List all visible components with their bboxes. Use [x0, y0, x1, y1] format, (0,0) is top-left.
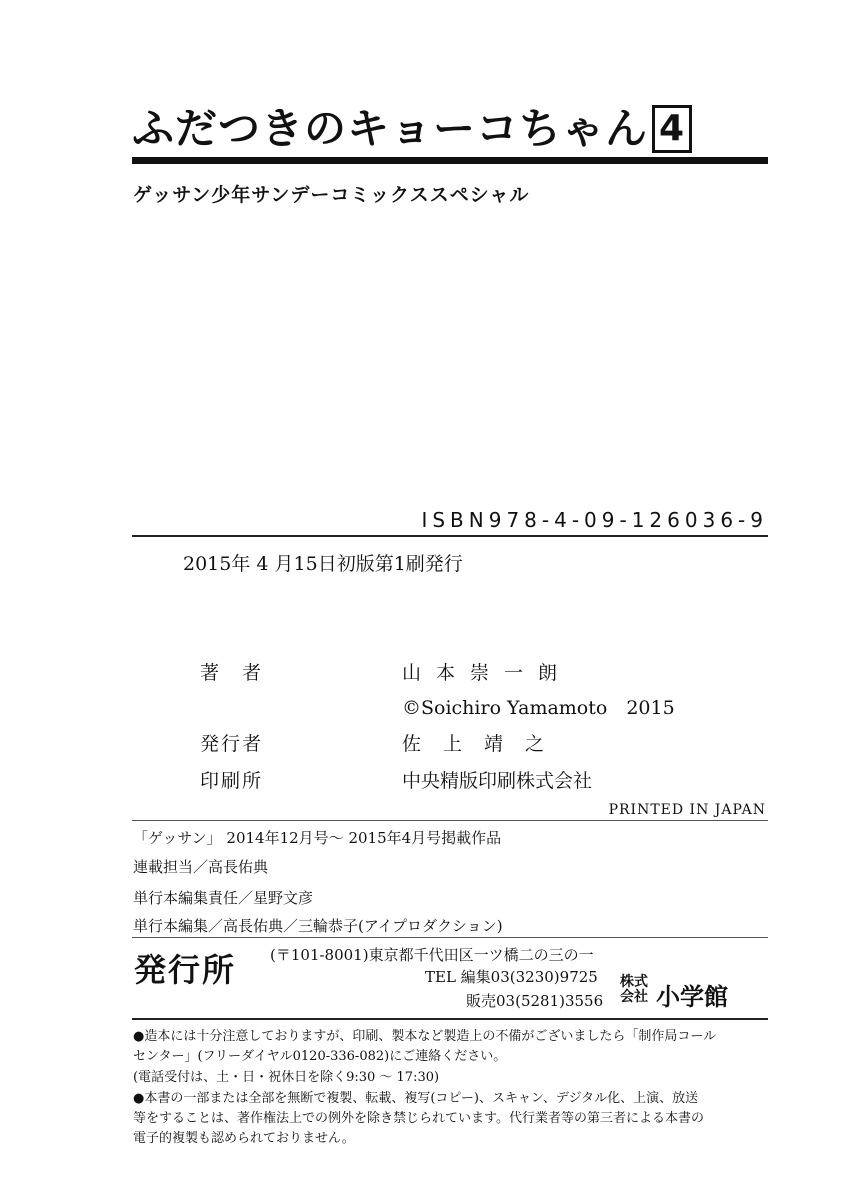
- note-line: 電子的複製も認められておりません。: [133, 1131, 355, 1146]
- printer-name: 中央精版印刷株式会社: [402, 770, 593, 792]
- publisher-rule-top: [132, 937, 768, 938]
- publisher-address: (〒101-8001)東京都千代田区一ツ橋二の三の一: [270, 946, 594, 964]
- notes-rule: [132, 1018, 768, 1020]
- issuer-label: 発行者: [200, 733, 264, 755]
- note-line: ●造本には十分注意しておりますが、印刷、製本など製造上の不備がございましたら「制作局コール: [133, 1029, 717, 1044]
- author-label: 著 者: [200, 662, 264, 684]
- title-rule: [132, 157, 768, 164]
- volume-number: 4: [652, 105, 692, 153]
- tel-editorial: TEL 編集03(3230)9725: [425, 968, 598, 986]
- note-line: 等をすることは、著作権法上での例外を除き禁じられています。代行業者等の第三者による本書の: [133, 1111, 704, 1126]
- tel-sales: 販売03(5281)3556: [466, 992, 604, 1010]
- author-name: 山本崇一朗: [402, 662, 573, 684]
- printer-label: 印刷所: [200, 770, 264, 792]
- kabushiki-line-2: 会社: [620, 989, 648, 1005]
- volume-editors: 単行本編集／高長佑典／三輪恭子(アイプロダクション): [133, 917, 503, 935]
- kabushiki-kaisha: [620, 975, 648, 1005]
- volume-editor-chief: 単行本編集責任／星野文彦: [133, 889, 314, 907]
- note-line: センター」(フリーダイヤル0120-336-082)にご連絡ください。: [133, 1049, 507, 1064]
- isbn: ISBN978-4-09-126036-9: [421, 508, 768, 532]
- serial-editor: 連載担当／高長佑典: [133, 858, 269, 876]
- printed-rule: [132, 820, 768, 821]
- book-title-text: ふだつきのキョーコちゃん: [132, 104, 649, 153]
- publisher-name: 小学館: [656, 983, 728, 1011]
- publication-date: 2015年 4 月15日初版第1刷発行: [183, 553, 463, 575]
- note-line: ●本書の一部または全部を無断で複製、転載、複写(コピー)、スキャン、デジタル化、上演、放送: [133, 1091, 699, 1106]
- publisher-heading: 発行所: [134, 951, 237, 989]
- serialization-info: 「ゲッサン」 2014年12月号～ 2015年4月号掲載作品: [133, 829, 502, 847]
- note-line: (電話受付は、土・日・祝休日を除く9:30 ～ 17:30): [133, 1070, 440, 1085]
- series-name: ゲッサン少年サンデーコミックススペシャル: [133, 184, 530, 206]
- issuer-name: 佐上靖之: [402, 733, 567, 755]
- book-title: [132, 96, 692, 156]
- kabushiki-line-1: 株式: [620, 974, 648, 990]
- isbn-rule: [132, 535, 768, 537]
- printed-in-japan: PRINTED IN JAPAN: [608, 802, 766, 818]
- copyright: ©Soichiro Yamamoto 2015: [402, 697, 675, 719]
